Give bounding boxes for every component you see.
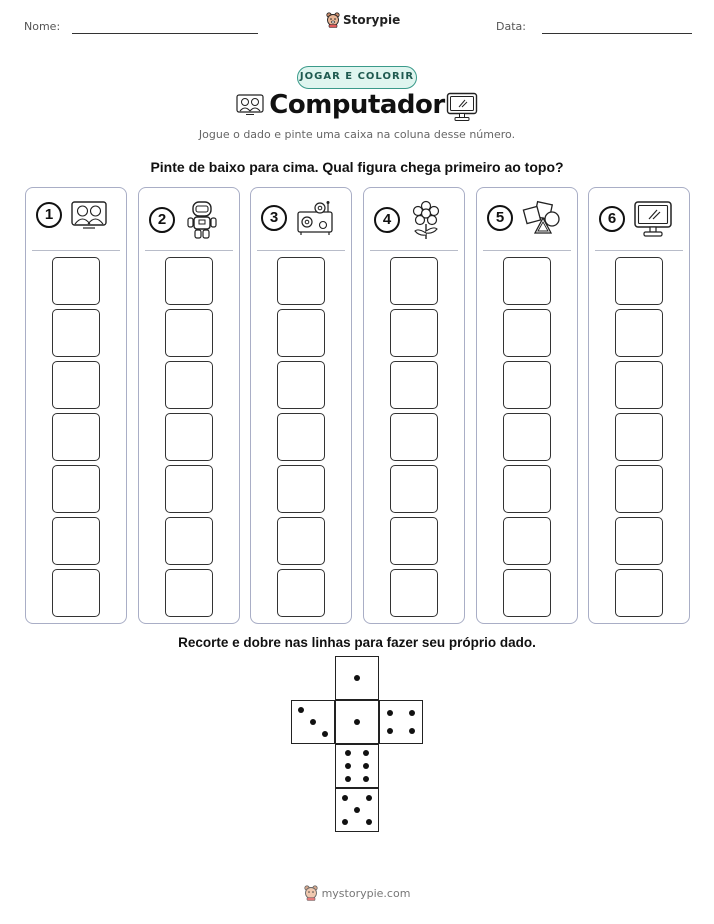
- color-box[interactable]: [277, 569, 325, 617]
- date-line[interactable]: [542, 33, 692, 34]
- color-box[interactable]: [165, 413, 213, 461]
- column-divider: [32, 250, 120, 251]
- color-box[interactable]: [165, 569, 213, 617]
- column-divider: [370, 250, 458, 251]
- die-pip: [366, 795, 372, 801]
- column-number: 5: [487, 205, 513, 231]
- die-pip: [310, 719, 316, 725]
- die-pip: [354, 675, 360, 681]
- die-pip: [366, 819, 372, 825]
- die-pip: [363, 776, 369, 782]
- color-box[interactable]: [52, 413, 100, 461]
- column-6: [588, 187, 690, 624]
- subtitle: Jogue o dado e pinte uma caixa na coluna desse número.: [198, 128, 516, 141]
- column-divider: [257, 250, 345, 251]
- color-box[interactable]: [277, 257, 325, 305]
- color-box[interactable]: [390, 517, 438, 565]
- color-box[interactable]: [165, 517, 213, 565]
- color-box[interactable]: [390, 465, 438, 513]
- color-box[interactable]: [52, 517, 100, 565]
- color-box[interactable]: [165, 465, 213, 513]
- color-box[interactable]: [615, 257, 663, 305]
- color-box[interactable]: [390, 569, 438, 617]
- die-pip: [345, 750, 351, 756]
- die-face-3: [291, 700, 335, 744]
- column-divider: [145, 250, 233, 251]
- color-box[interactable]: [503, 569, 551, 617]
- column-2: [138, 187, 240, 624]
- brand-name: Storypie: [343, 13, 401, 27]
- color-box[interactable]: [52, 569, 100, 617]
- friends-photo-icon: [70, 200, 108, 230]
- die-pip: [342, 819, 348, 825]
- name-line[interactable]: [72, 33, 258, 34]
- color-box[interactable]: [52, 361, 100, 409]
- die-pip: [387, 728, 393, 734]
- die-pip: [342, 795, 348, 801]
- column-number: 1: [36, 202, 62, 228]
- die-pip: [409, 728, 415, 734]
- color-box[interactable]: [277, 517, 325, 565]
- shapes-icon: [521, 200, 561, 236]
- color-box[interactable]: [503, 465, 551, 513]
- activity-tag: JOGAR E COLORIR: [297, 66, 417, 89]
- color-box[interactable]: [615, 465, 663, 513]
- die-pip: [345, 776, 351, 782]
- color-box[interactable]: [390, 309, 438, 357]
- color-box[interactable]: [277, 413, 325, 461]
- die-pip: [345, 763, 351, 769]
- column-number: 6: [599, 206, 625, 232]
- color-box[interactable]: [615, 309, 663, 357]
- machine-gears-icon: [295, 200, 335, 236]
- color-box[interactable]: [390, 257, 438, 305]
- column-5: [476, 187, 578, 624]
- color-box[interactable]: [615, 517, 663, 565]
- bear-logo-icon: [304, 885, 318, 901]
- color-box[interactable]: [52, 465, 100, 513]
- column-number: 2: [149, 207, 175, 233]
- die-pip: [354, 807, 360, 813]
- bear-logo-icon: [326, 12, 340, 28]
- die-pip: [354, 719, 360, 725]
- die-pip: [409, 710, 415, 716]
- instruction-bottom: Recorte e dobre nas linhas para fazer seu próprio dado.: [178, 635, 536, 650]
- flower-icon: [408, 200, 444, 240]
- footer: [0, 885, 714, 901]
- color-box[interactable]: [165, 257, 213, 305]
- column-number: 4: [374, 207, 400, 233]
- robot-icon: [183, 200, 221, 240]
- brand-logo: [326, 12, 400, 28]
- monitor-icon: [633, 200, 673, 238]
- color-box[interactable]: [503, 309, 551, 357]
- die-face-1: [335, 700, 379, 744]
- column-divider: [483, 250, 571, 251]
- color-box[interactable]: [52, 257, 100, 305]
- monitor-icon: [446, 92, 478, 122]
- die-pip: [298, 707, 304, 713]
- color-box[interactable]: [390, 413, 438, 461]
- column-3: [250, 187, 352, 624]
- color-box[interactable]: [277, 309, 325, 357]
- die-face-1: [335, 656, 379, 700]
- column-number: 3: [261, 205, 287, 231]
- color-box[interactable]: [165, 361, 213, 409]
- die-pip: [322, 731, 328, 737]
- column-4: [363, 187, 465, 624]
- page-title: Computador: [269, 90, 445, 120]
- name-label: Nome:: [24, 20, 61, 33]
- color-box[interactable]: [52, 309, 100, 357]
- die-pip: [363, 763, 369, 769]
- column-1: [25, 187, 127, 624]
- die-face-4: [379, 700, 423, 744]
- color-box[interactable]: [503, 413, 551, 461]
- color-box[interactable]: [503, 517, 551, 565]
- date-label: Data:: [496, 20, 526, 33]
- instruction-top: Pinte de baixo para cima. Qual figura chega primeiro ao topo?: [150, 159, 564, 175]
- die-face-6: [335, 744, 379, 788]
- color-box[interactable]: [165, 309, 213, 357]
- color-box[interactable]: [615, 413, 663, 461]
- color-box[interactable]: [503, 361, 551, 409]
- column-divider: [595, 250, 683, 251]
- die-face-5: [335, 788, 379, 832]
- footer-url: mystorypie.com: [321, 886, 411, 900]
- color-box[interactable]: [277, 465, 325, 513]
- color-box[interactable]: [615, 569, 663, 617]
- die-pip: [387, 710, 393, 716]
- color-box[interactable]: [277, 361, 325, 409]
- die-pip: [363, 750, 369, 756]
- color-box[interactable]: [390, 361, 438, 409]
- color-box[interactable]: [615, 361, 663, 409]
- color-box[interactable]: [503, 257, 551, 305]
